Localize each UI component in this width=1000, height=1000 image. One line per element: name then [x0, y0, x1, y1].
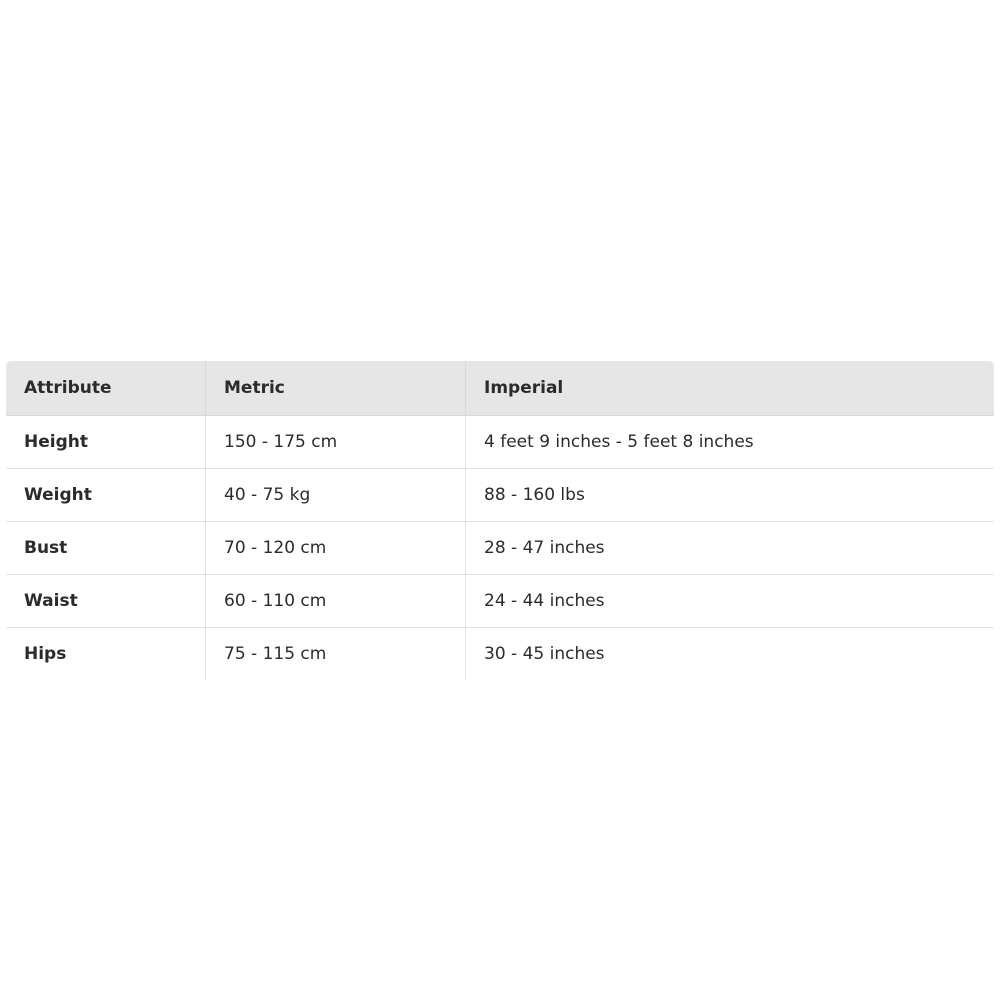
- cell-attribute: Hips: [6, 628, 206, 681]
- cell-imperial: 30 - 45 inches: [466, 628, 995, 681]
- table-row: [6, 416, 995, 469]
- table-row: [6, 575, 995, 628]
- table-header-row: [6, 361, 995, 416]
- table-row: [6, 469, 995, 522]
- cell-attribute: Weight: [6, 469, 206, 522]
- column-header-metric: Metric: [206, 361, 466, 416]
- cell-metric: 150 - 175 cm: [206, 416, 466, 469]
- column-header-attribute: Attribute: [6, 361, 206, 416]
- column-header-imperial: Imperial: [466, 361, 995, 416]
- cell-metric: 75 - 115 cm: [206, 628, 466, 681]
- cell-metric: 40 - 75 kg: [206, 469, 466, 522]
- cell-metric: 70 - 120 cm: [206, 522, 466, 575]
- cell-imperial: 88 - 160 lbs: [466, 469, 995, 522]
- cell-imperial: 4 feet 9 inches - 5 feet 8 inches: [466, 416, 995, 469]
- table-header: [6, 361, 995, 416]
- cell-metric: 60 - 110 cm: [206, 575, 466, 628]
- cell-attribute: Height: [6, 416, 206, 469]
- cell-imperial: 24 - 44 inches: [466, 575, 995, 628]
- size-chart-table: [5, 360, 995, 681]
- cell-attribute: Bust: [6, 522, 206, 575]
- table-row: [6, 628, 995, 681]
- table-row: [6, 522, 995, 575]
- cell-imperial: 28 - 47 inches: [466, 522, 995, 575]
- size-chart-table-container: [5, 360, 995, 681]
- table-body: [6, 416, 995, 681]
- cell-attribute: Waist: [6, 575, 206, 628]
